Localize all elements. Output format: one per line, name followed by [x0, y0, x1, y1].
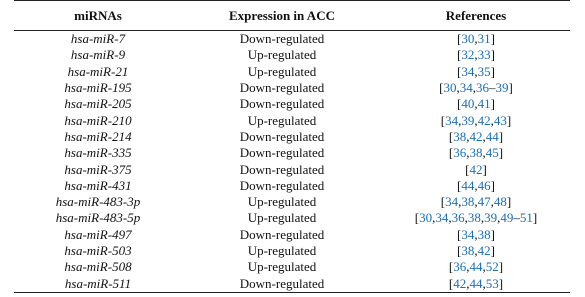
- table-row: [14, 194, 570, 210]
- reference-link[interactable]: 40: [461, 96, 475, 112]
- table-row: [14, 227, 570, 243]
- bracket-open: [: [448, 259, 454, 275]
- mirna-name-cell: hsa-miR-214: [64, 128, 132, 144]
- bracket-open: [: [457, 47, 462, 63]
- reference-link[interactable]: 42: [469, 128, 483, 144]
- bracket-close: ]: [498, 259, 504, 275]
- reference-link[interactable]: 30: [419, 210, 433, 226]
- bracket-open: [: [457, 226, 462, 242]
- expression-cell: Down-regulated: [239, 226, 325, 242]
- reference-separator: ,: [490, 112, 494, 128]
- expression-cell: Down-regulated: [239, 145, 325, 161]
- reference-link[interactable]: 42: [469, 161, 483, 177]
- reference-link[interactable]: 42: [453, 275, 467, 291]
- bracket-open: [: [448, 275, 454, 291]
- reference-separator: ,: [466, 259, 470, 275]
- reference-link[interactable]: 34: [445, 112, 459, 128]
- expression-cell: Up-regulated: [247, 210, 317, 226]
- bracket-open: [: [439, 80, 444, 96]
- mirna-name-cell: hsa-miR-21: [67, 63, 129, 79]
- bracket-close: ]: [490, 47, 495, 63]
- reference-separator: ,: [482, 128, 486, 144]
- reference-separator: ,: [482, 259, 486, 275]
- table-row: [14, 31, 570, 48]
- references-cell: [382, 96, 570, 112]
- bracket-close: ]: [490, 226, 495, 242]
- table-row: [14, 161, 570, 177]
- reference-separator: ,: [474, 31, 478, 47]
- table-row: [14, 64, 570, 80]
- table-row: [14, 96, 570, 112]
- reference-link[interactable]: 39: [484, 210, 498, 226]
- references-cell: [382, 31, 570, 48]
- table-row: [14, 47, 570, 63]
- bracket-open: [: [414, 210, 420, 226]
- bracket-open: [: [457, 31, 462, 47]
- bracket-open: [: [440, 112, 446, 128]
- reference-link[interactable]: 34: [461, 226, 475, 242]
- reference-link[interactable]: 45: [485, 145, 499, 161]
- mirna-name-cell: hsa-miR-210: [64, 112, 132, 128]
- header-references: References: [445, 7, 507, 23]
- bracket-open: [: [457, 243, 462, 258]
- references-cell: [382, 64, 570, 80]
- references-cell: [382, 194, 570, 210]
- reference-separator: –: [513, 210, 520, 226]
- reference-link[interactable]: 46: [477, 177, 491, 193]
- references-cell: [382, 161, 570, 177]
- reference-link[interactable]: 32: [461, 47, 475, 63]
- reference-link[interactable]: 48: [493, 194, 507, 210]
- reference-separator: ,: [497, 210, 501, 226]
- bracket-close: ]: [498, 128, 504, 144]
- mirna-name-cell: hsa-miR-431: [64, 177, 132, 193]
- references-cell: [382, 178, 570, 194]
- mirna-name-cell: hsa-miR-497: [64, 226, 132, 242]
- reference-link[interactable]: 38: [469, 145, 483, 161]
- reference-link[interactable]: 41: [477, 96, 491, 112]
- expression-cell: Up-regulated: [247, 112, 317, 128]
- expression-cell: Down-regulated: [239, 275, 325, 291]
- reference-link[interactable]: 38: [477, 226, 491, 242]
- references-cell: [382, 210, 570, 226]
- mirna-name-cell: hsa-miR-335: [64, 145, 132, 161]
- mirna-name-cell: hsa-miR-511: [64, 275, 132, 291]
- bracket-close: ]: [490, 177, 495, 193]
- table-row: [14, 275, 570, 292]
- reference-separator: ,: [458, 194, 462, 210]
- bracket-open: [: [457, 177, 462, 193]
- reference-link[interactable]: 33: [477, 47, 491, 63]
- references-cell: [382, 275, 570, 292]
- expression-cell: Up-regulated: [247, 63, 317, 79]
- expression-cell: Down-regulated: [239, 161, 325, 177]
- reference-separator: ,: [474, 63, 478, 79]
- bracket-close: ]: [506, 194, 512, 210]
- header-expression: Expression in ACC: [229, 7, 335, 23]
- table-row: [14, 145, 570, 161]
- reference-separator: ,: [474, 243, 478, 258]
- bracket-close: ]: [508, 80, 513, 96]
- reference-link[interactable]: 38: [467, 210, 481, 226]
- reference-link[interactable]: 36: [451, 210, 465, 226]
- bracket-close: ]: [490, 63, 495, 79]
- expression-cell: Down-regulated: [239, 80, 325, 96]
- bracket-close: ]: [490, 96, 495, 112]
- header-row: [14, 1, 570, 31]
- bracket-open: [: [457, 96, 462, 112]
- mirna-name-cell: hsa-miR-195: [64, 80, 132, 96]
- reference-link[interactable]: 34: [435, 210, 449, 226]
- bracket-close: ]: [498, 145, 504, 161]
- expression-cell: Down-regulated: [239, 128, 325, 144]
- reference-link[interactable]: 47: [477, 194, 491, 210]
- bracket-close: ]: [532, 210, 538, 226]
- mirna-name-cell: hsa-miR-508: [64, 259, 132, 275]
- reference-separator: ,: [472, 80, 476, 96]
- reference-link[interactable]: 30: [443, 80, 457, 96]
- reference-link[interactable]: 43: [493, 112, 507, 128]
- bracket-close: ]: [490, 31, 495, 47]
- header-mirnas: miRNAs: [74, 7, 122, 23]
- reference-link[interactable]: 35: [477, 63, 491, 79]
- table-row: [14, 129, 570, 145]
- references-cell: [382, 80, 570, 96]
- bracket-open: [: [440, 194, 446, 210]
- mirna-name-cell: hsa-miR-483-5p: [55, 210, 141, 226]
- reference-link[interactable]: 36: [453, 259, 467, 275]
- reference-link[interactable]: 31: [477, 31, 491, 47]
- reference-separator: ,: [474, 194, 478, 210]
- reference-link[interactable]: 52: [485, 259, 499, 275]
- reference-link[interactable]: 44: [469, 259, 483, 275]
- reference-separator: ,: [432, 210, 436, 226]
- reference-link[interactable]: 39: [495, 80, 509, 96]
- table-row: [14, 210, 570, 226]
- reference-separator: ,: [464, 210, 468, 226]
- table-row: [14, 112, 570, 128]
- reference-link[interactable]: 38: [461, 194, 475, 210]
- references-cell: [382, 259, 570, 275]
- reference-separator: ,: [474, 177, 478, 193]
- mirna-expression-table: [14, 0, 570, 293]
- reference-separator: ,: [482, 275, 486, 291]
- expression-cell: Up-regulated: [247, 243, 317, 258]
- references-cell: [382, 243, 570, 259]
- bracket-close: ]: [498, 275, 504, 291]
- references-cell: [382, 112, 570, 128]
- expression-cell: Down-regulated: [239, 96, 325, 112]
- reference-link[interactable]: 42: [477, 243, 491, 258]
- expression-cell: Down-regulated: [239, 31, 325, 47]
- references-cell: [382, 47, 570, 63]
- reference-link[interactable]: 39: [461, 112, 475, 128]
- reference-link[interactable]: 42: [477, 112, 491, 128]
- bracket-close: ]: [490, 243, 495, 258]
- reference-separator: ,: [466, 145, 470, 161]
- references-cell: [382, 129, 570, 145]
- reference-separator: ,: [482, 145, 486, 161]
- reference-link[interactable]: 30: [461, 31, 475, 47]
- references-cell: [382, 227, 570, 243]
- bracket-close: ]: [482, 161, 487, 177]
- reference-link[interactable]: 44: [469, 275, 483, 291]
- expression-cell: Down-regulated: [239, 177, 325, 193]
- expression-cell: Up-regulated: [247, 194, 317, 210]
- reference-link[interactable]: 34: [459, 80, 473, 96]
- table-body: [14, 31, 570, 293]
- mirna-name-cell: hsa-miR-9: [70, 47, 126, 63]
- bracket-open: [: [448, 128, 454, 144]
- expression-cell: Up-regulated: [247, 47, 317, 63]
- reference-link[interactable]: 36: [453, 145, 467, 161]
- mirna-name-cell: hsa-miR-483-3p: [55, 194, 141, 210]
- reference-separator: ,: [448, 210, 452, 226]
- reference-link[interactable]: 38: [453, 128, 467, 144]
- mirna-name-cell: hsa-miR-7: [70, 31, 126, 47]
- reference-separator: ,: [458, 112, 462, 128]
- table-row: [14, 80, 570, 96]
- reference-separator: ,: [474, 226, 478, 242]
- references-cell: [382, 145, 570, 161]
- expression-cell: Up-regulated: [247, 259, 317, 275]
- reference-separator: ,: [466, 275, 470, 291]
- mirna-table-container: [14, 0, 570, 293]
- reference-link[interactable]: 49: [500, 210, 514, 226]
- reference-link[interactable]: 36: [476, 80, 489, 96]
- mirna-name-cell: hsa-miR-375: [64, 161, 132, 177]
- reference-link[interactable]: 44: [461, 177, 475, 193]
- reference-link[interactable]: 51: [519, 210, 533, 226]
- table-row: [14, 259, 570, 275]
- table-header: [14, 1, 570, 31]
- table-row: [14, 178, 570, 194]
- reference-separator: ,: [490, 194, 494, 210]
- table-row: [14, 243, 570, 259]
- reference-link[interactable]: 53: [485, 275, 499, 291]
- reference-separator: ,: [474, 112, 478, 128]
- bracket-open: [: [457, 63, 462, 79]
- mirna-name-cell: hsa-miR-503: [64, 243, 132, 258]
- bracket-open: [: [465, 161, 470, 177]
- bracket-open: [: [448, 145, 454, 161]
- reference-separator: –: [489, 80, 496, 96]
- reference-separator: ,: [480, 210, 485, 226]
- reference-separator: ,: [474, 47, 478, 63]
- bracket-close: ]: [506, 112, 512, 128]
- reference-separator: ,: [456, 80, 460, 96]
- reference-separator: ,: [466, 128, 470, 144]
- reference-link[interactable]: 34: [461, 63, 475, 79]
- reference-link[interactable]: 44: [485, 128, 499, 144]
- mirna-name-cell: hsa-miR-205: [64, 96, 132, 112]
- reference-link[interactable]: 38: [461, 243, 475, 258]
- reference-link[interactable]: 34: [445, 194, 459, 210]
- reference-separator: ,: [474, 96, 478, 112]
